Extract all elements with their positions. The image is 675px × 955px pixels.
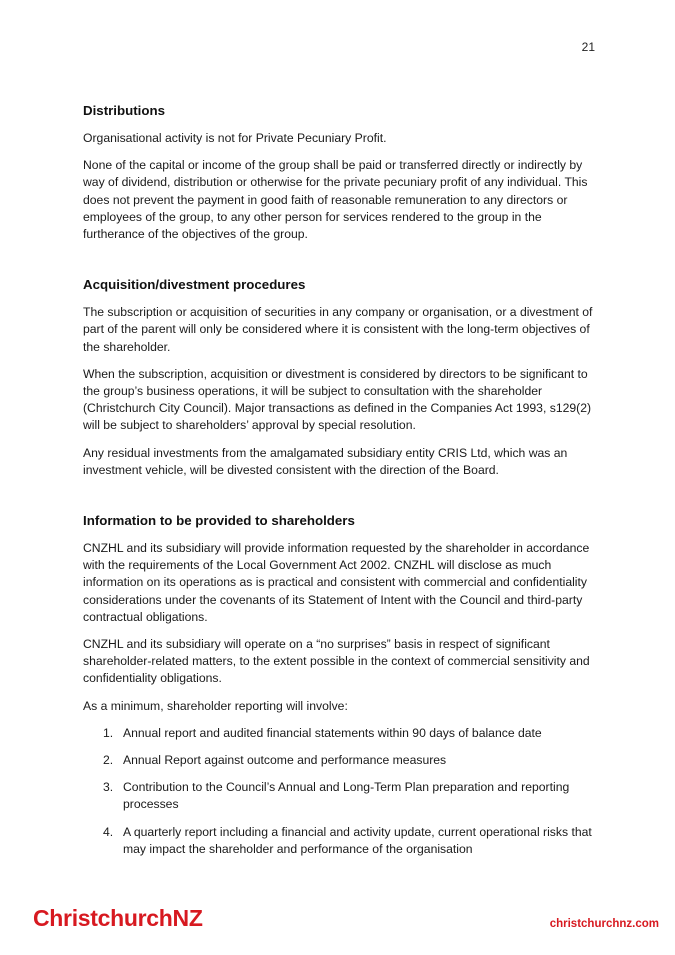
footer-url[interactable]: christchurchnz.com [549, 918, 659, 930]
section-distributions [83, 103, 598, 243]
list-text: Contribution to the Council’s Annual and Long-Term Plan preparation and reporting processes [123, 780, 570, 812]
list-text: Annual Report against outcome and performance measures [123, 753, 447, 768]
christchurchnz-logo: ChristchurchNZ [33, 905, 203, 931]
paragraph: Any residual investments from the amalgamated subsidiary entity CRIS Ltd, which was an investment vehicle, will be divested consistent with the direction of the Board. [83, 445, 568, 477]
list-item [83, 824, 598, 858]
section-acquisition-divestment [83, 277, 598, 479]
list-text: Annual report and audited financial statements within 90 days of balance date [123, 725, 542, 740]
paragraph: When the subscription, acquisition or divestment is considered by directors to be significant to the group’s business operations, it will be subject to consultation with the shareholder (Christchurch City Council). Major transactions as defined in the Companies Act 1993, s129(2) will be subject to shareholders’ approval by special resolution. [83, 366, 592, 433]
paragraph: None of the capital or income of the group shall be paid or transferred directly or indirectly by way of dividend, distribution or otherwise for the private pecuniary profit of any individual. This does not prevent the payment in good faith of reasonable remuneration to any directors or employees of the group, to any other person for services rendered to the group in the furtherance of the objectives of the group. [83, 158, 588, 242]
list-item [83, 779, 598, 813]
reporting-list [83, 725, 598, 858]
page-number: 21 [581, 40, 595, 54]
list-text: A quarterly report including a financial and activity update, current operational risks that may impact the shareholder and performance of the organisation [123, 824, 592, 856]
section-heading: Acquisition/divestment procedures [83, 277, 306, 293]
paragraph: CNZHL and its subsidiary will provide information requested by the shareholder in accordance with the requirements of the Local Government Act 2002. CNZHL will disclose as much information on its operations as is practical and consistent with commercial and confidentiality considerations under the covenants of its Statement of Intent with the Council and third-party contractual obligations. [83, 541, 590, 624]
list-number: 2. [103, 753, 114, 768]
section-heading: Distributions [83, 103, 165, 118]
section-heading: Information to be provided to shareholders [83, 513, 355, 529]
list-number: 1. [103, 725, 114, 740]
paragraph: The subscription or acquisition of securities in any company or organisation, or a divestment of part of the parent will only be considered where it is consistent with the long-term objectives of the shareholder. [83, 305, 593, 354]
list-item [83, 725, 598, 742]
paragraph: As a minimum, shareholder reporting will involve: [83, 698, 348, 713]
list-item [83, 752, 598, 769]
document-body [83, 103, 598, 868]
paragraph: Organisational activity is not for Private Pecuniary Profit. [83, 131, 387, 145]
section-shareholder-information [83, 513, 598, 858]
list-number: 4. [103, 824, 114, 839]
paragraph: CNZHL and its subsidiary will operate on a “no surprises” basis in respect of significant shareholder-related matters, to the extent possible in the context of commercial sensitivity and confidentiality obligations. [83, 637, 590, 686]
list-number: 3. [103, 780, 114, 795]
